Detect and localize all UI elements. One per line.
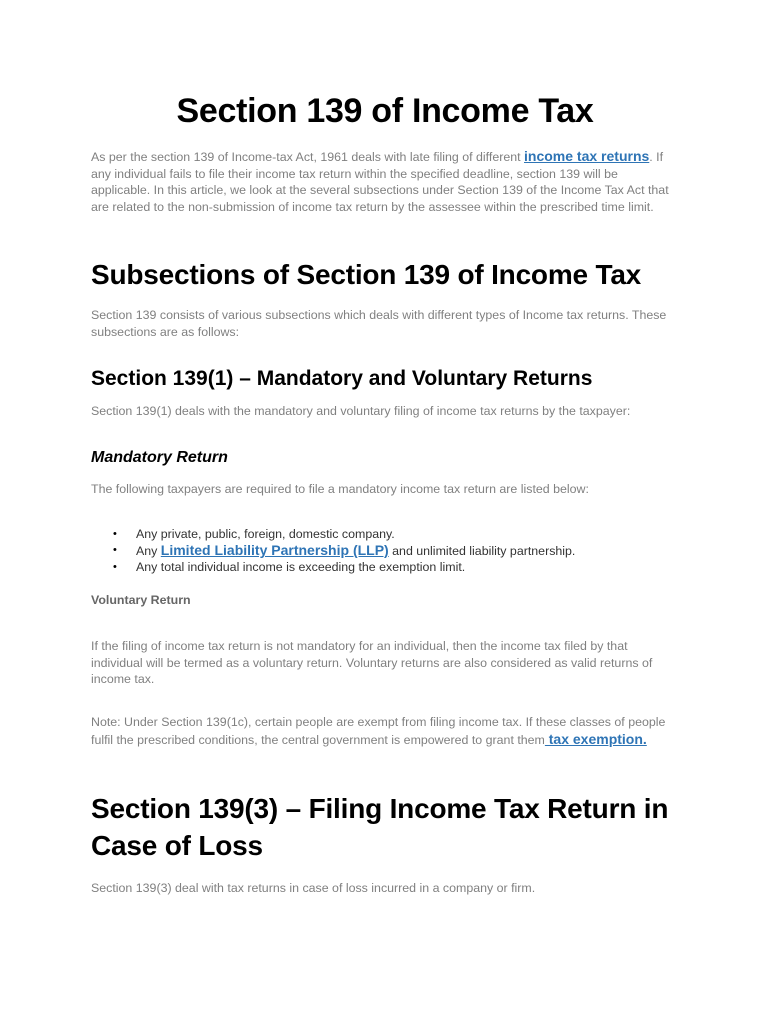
voluntary-return-paragraph: If the filing of income tax return is not mandatory for an individual, then the income tax filed by that individual will be termed as a voluntary return. Voluntary returns are also considered as valid returns of income tax. bbox=[91, 639, 653, 686]
bullet-icon: • bbox=[113, 528, 117, 540]
note-text: Note: Under Section 139(1c), certain people are exempt from filing income tax. If these classes of people fulfil the prescribed conditions, the central government is empowered to grant them bbox=[91, 715, 666, 747]
note-paragraph bbox=[91, 714, 679, 748]
subsections-paragraph: Section 139 consists of various subsections which deals with different types of Income tax returns. These subsections are as follows: bbox=[91, 308, 667, 339]
list-item-text-after: and unlimited liability partnership. bbox=[388, 544, 576, 558]
list-item bbox=[91, 559, 681, 575]
intro-paragraph bbox=[91, 148, 679, 215]
intro-text-before: As per the section 139 of Income-tax Act, 1961 deals with late filing of different bbox=[91, 150, 525, 164]
income-tax-returns-link[interactable]: income tax returns bbox=[524, 148, 650, 164]
mandatory-return-list bbox=[91, 526, 681, 575]
tax-exemption-link[interactable]: tax exemption. bbox=[544, 730, 647, 747]
voluntary-return-heading: Voluntary Return bbox=[91, 593, 191, 607]
list-item-text: Any total individual income is exceeding the exemption limit. bbox=[136, 560, 466, 574]
bullet-icon: • bbox=[113, 561, 117, 573]
mandatory-return-paragraph: The following taxpayers are required to file a mandatory income tax return are listed below: bbox=[91, 482, 589, 496]
list-item-text: Any bbox=[136, 544, 161, 558]
llp-link[interactable]: Limited Liability Partnership (LLP) bbox=[160, 542, 389, 558]
section-139-1-paragraph: Section 139(1) deals with the mandatory and voluntary filing of income tax returns by the taxpayer: bbox=[91, 404, 631, 418]
section-139-1-heading: Section 139(1) – Mandatory and Voluntary Returns bbox=[91, 367, 593, 390]
section-139-3-paragraph: Section 139(3) deal with tax returns in case of loss incurred in a company or firm. bbox=[91, 881, 536, 895]
subsections-heading: Subsections of Section 139 of Income Tax bbox=[91, 259, 642, 290]
bullet-icon: • bbox=[113, 544, 117, 556]
mandatory-return-heading: Mandatory Return bbox=[91, 449, 228, 466]
section-139-3-heading: Section 139(3) – Filing Income Tax Return in Case of Loss bbox=[91, 793, 669, 861]
page-title: Section 139 of Income Tax bbox=[176, 92, 594, 130]
list-item bbox=[91, 542, 681, 559]
list-item bbox=[91, 526, 681, 542]
intro-text-after: . If any individual fails to file their income tax return within the specified deadline, section 139 will be applicable. In this article, we look at the several subsections under Section 139 of the Income Tax Act that are related to the non-submission of income tax return by the assessee within the prescribed time limit. bbox=[91, 150, 669, 214]
list-item-text: Any private, public, foreign, domestic company. bbox=[136, 527, 395, 541]
